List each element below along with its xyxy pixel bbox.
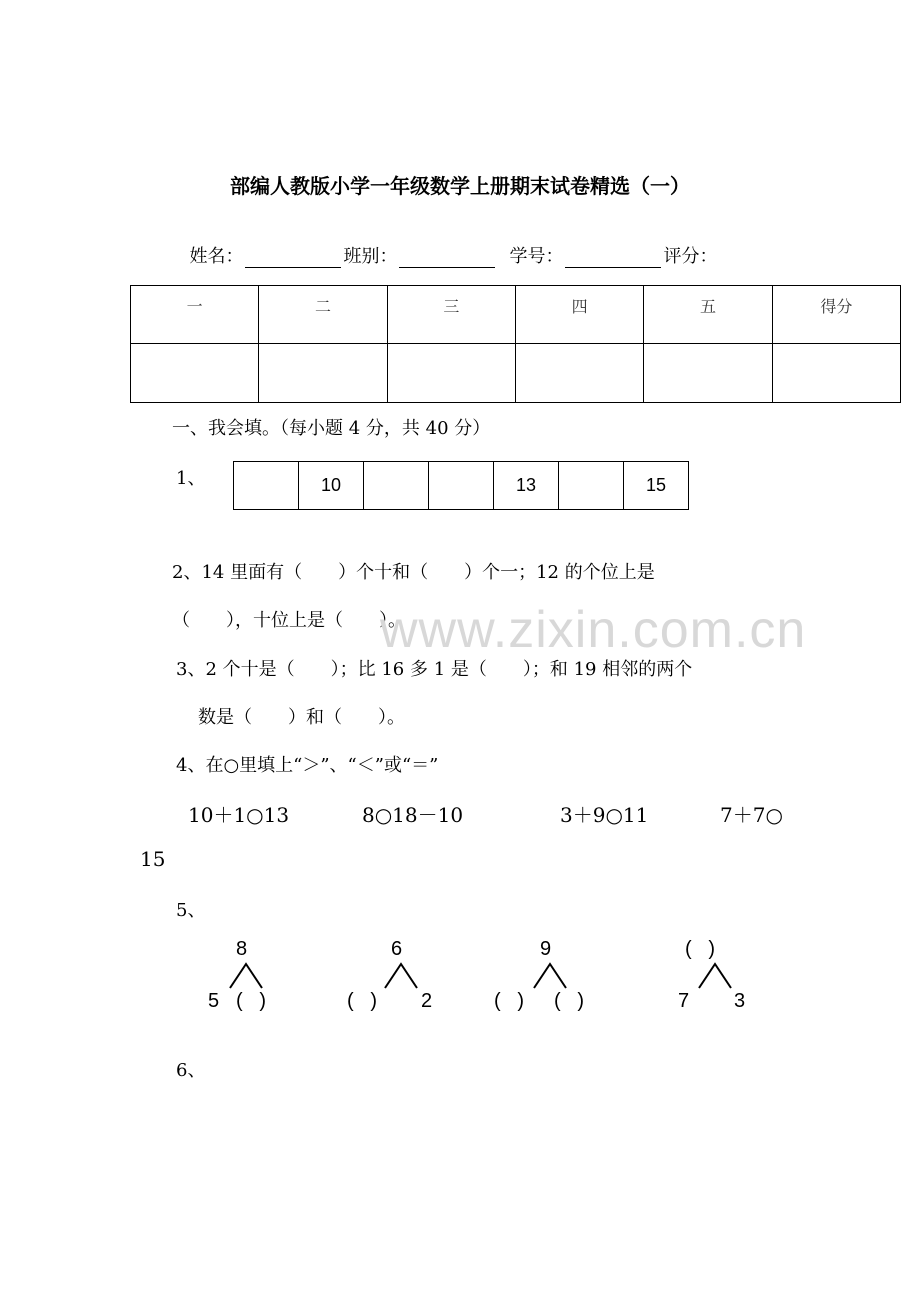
tree-left: 7	[678, 990, 690, 1012]
tree-right: 3	[734, 990, 746, 1012]
score-header: 四	[515, 286, 643, 344]
tree-right[interactable]: ( )	[236, 990, 266, 1012]
q2-line1: 2、14 里面有（ ）个十和（ ）个一；12 的个位上是	[172, 562, 655, 583]
tree-top: 6	[391, 938, 403, 960]
branch-icon	[381, 962, 421, 990]
section1-heading: 一、我会填。（每小题 4 分，共 40 分）	[172, 418, 491, 439]
sequence-cell: 13	[494, 462, 559, 510]
score-cell[interactable]	[772, 344, 900, 403]
number-bond-tree	[675, 938, 775, 1018]
id-label: 学号：	[509, 246, 564, 267]
number-bond-tree	[492, 938, 622, 1018]
score-label: 评分：	[663, 246, 718, 267]
branch-icon	[695, 962, 735, 990]
branch-icon	[530, 962, 570, 990]
number-bond-tree	[345, 938, 445, 1018]
tree-top[interactable]: ( )	[685, 938, 715, 960]
score-header: 二	[259, 286, 387, 344]
number-bond-tree	[200, 938, 300, 1018]
score-header: 五	[644, 286, 772, 344]
page-title: 部编人教版小学一年级数学上册期末试卷精选（一）	[230, 174, 690, 198]
q1-number: 1、	[176, 468, 206, 489]
score-table	[130, 285, 901, 403]
q4-line1: 4、在○里填上“＞”、“＜”或“＝”	[176, 755, 439, 776]
score-cell[interactable]	[131, 344, 259, 403]
q4-item: 3＋9○11	[560, 803, 649, 827]
q6-number: 6、	[176, 1060, 206, 1081]
q3-line2: 数是（ ）和（ ）。	[198, 707, 405, 728]
score-cell[interactable]	[515, 344, 643, 403]
tree-right: 2	[421, 990, 433, 1012]
score-cell[interactable]	[387, 344, 515, 403]
q5-number: 5、	[176, 900, 206, 921]
q4-item: 7＋7○	[720, 803, 783, 827]
branch-icon	[226, 962, 266, 990]
score-cell[interactable]	[644, 344, 772, 403]
score-header: 三	[387, 286, 515, 344]
class-blank[interactable]	[399, 249, 495, 268]
score-cell[interactable]	[259, 344, 387, 403]
sequence-cell[interactable]	[429, 462, 494, 510]
student-info-row	[178, 221, 717, 268]
tree-top: 8	[236, 938, 248, 960]
name-blank[interactable]	[245, 249, 341, 268]
tree-top: 9	[540, 938, 552, 960]
name-label: 姓名：	[189, 246, 244, 267]
q2-line2: （ ），十位上是（ ）。	[172, 610, 406, 631]
id-blank[interactable]	[565, 249, 661, 268]
score-header: 一	[131, 286, 259, 344]
q3-line1: 3、2 个十是（ ）；比 16 多 1 是（ ）；和 19 相邻的两个	[176, 659, 693, 680]
class-label: 班别：	[343, 246, 398, 267]
tree-left[interactable]: ( )	[494, 990, 524, 1012]
q4-wrap: 15	[140, 847, 166, 871]
number-sequence-table	[233, 461, 689, 510]
sequence-cell: 15	[624, 462, 689, 510]
sequence-cell[interactable]	[234, 462, 299, 510]
q4-item: 8○18－10	[362, 803, 464, 827]
score-header: 得分	[772, 286, 900, 344]
sequence-cell[interactable]	[364, 462, 429, 510]
q4-item: 10＋1○13	[188, 803, 290, 827]
tree-left[interactable]: ( )	[347, 990, 377, 1012]
tree-left: 5	[208, 990, 220, 1012]
sequence-cell[interactable]	[559, 462, 624, 510]
tree-right[interactable]: ( )	[554, 990, 584, 1012]
sequence-cell: 10	[299, 462, 364, 510]
watermark: www.zixin.com.cn	[380, 601, 807, 659]
